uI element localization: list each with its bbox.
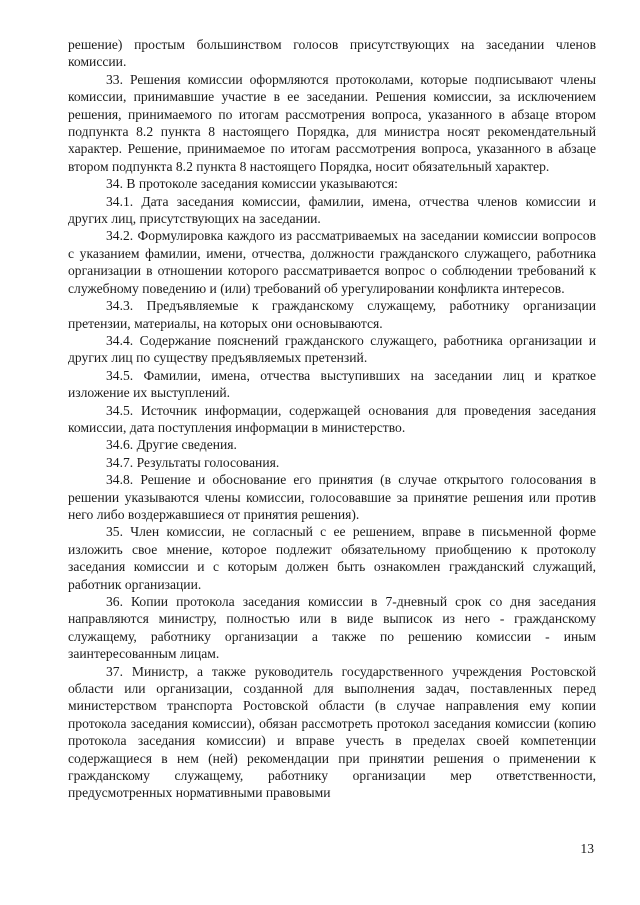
paragraph-35: 35. Член комиссии, не согласный с ее решением, вправе в письменной форме изложить свое мнение, которое подлежит обязательному приобщению к протоколу заседания комиссии и с которым должен быть ознакомлен гражданский служащий, работник организации. <box>68 524 596 592</box>
paragraph-34-2: 34.2. Формулировка каждого из рассматриваемых на заседании комиссии вопросов с указанием фамилии, имени, отчества, должности гражданского служащего, работника организации в отношении которого рассматривается вопрос о соблюдении требований к служебному поведению и (или) требований об урегулировании конфликта интересов. <box>68 228 596 296</box>
paragraph-34-7: 34.7. Результаты голосования. <box>106 454 280 470</box>
paragraph-34-5b: 34.5. Источник информации, содержащей основания для проведения заседания комиссии, дата поступления информации в министерство. <box>68 402 596 435</box>
paragraph-34-6: 34.6. Другие сведения. <box>106 437 237 453</box>
paragraph-36: 36. Копии протокола заседания комиссии в 7-дневный срок со дня заседания направляются министру, полностью или в виде выписок из него - гражданскому служащему, работнику организации а также по решению комиссии - иным заинтересованным лицам. <box>68 594 596 662</box>
page-number: 13 <box>580 841 594 856</box>
paragraph-34-5a: 34.5. Фамилии, имена, отчества выступивших на заседании лиц и краткое изложение их выступлений. <box>68 367 596 401</box>
paragraph-33: 33. Решения комиссии оформляются протоколами, которые подписывают члены комиссии, принимавшие участие в ее заседании. Решения комиссии, за исключением решения, принимаемого по итогам рассмотрения вопроса, указанного в абзаце втором подпункта 8.2 пункта 8 настоящего Порядка, для министра носят рекомендательный характер. Решение, принимаемое по итогам рассмотрения вопроса, указанного в абзаце втором подпункта 8.2 пункта 8 настоящего Порядка, носит обязательный характер. <box>68 71 596 174</box>
paragraph-34: 34. В протоколе заседания комиссии указываются: <box>106 176 398 192</box>
document-body <box>68 36 596 802</box>
paragraph-34-1: 34.1. Дата заседания комиссии, фамилии, имена, отчества членов комиссии и других лиц, присутствующих на заседании. <box>68 193 596 227</box>
paragraph-37: 37. Министр, а также руководитель государственного учреждения Ростовской области или организации, созданной для выполнения задач, поставленных перед министерством транспорта Ростовской области (в случае направления ему копии протокола заседания комиссии), обязан рассмотреть протокол заседания комиссии (копию протокола заседания комиссии) и вправе учесть в пределах своей компетенции содержащиеся в нем (ней) рекомендации при принятии решения о применении к гражданскому служащему, работнику организации мер ответственности, предусмотренных нормативными правовыми <box>68 663 596 801</box>
paragraph-34-3: 34.3. Предъявляемые к гражданскому служащему, работнику организации претензии, материалы, на которых они основываются. <box>68 298 596 331</box>
paragraph-34-4: 34.4. Содержание пояснений гражданского служащего, работника организации и других лиц по существу предъявляемых претензий. <box>68 332 596 366</box>
paragraph-continuation: решение) простым большинством голосов присутствующих на заседании членов комиссии. <box>68 37 596 70</box>
paragraph-34-8: 34.8. Решение и обоснование его принятия (в случае открытого голосования в решении указываются члены комиссии, голосовавшие за принятие решения или против него либо воздержавшиеся от принятия решения). <box>68 472 596 522</box>
